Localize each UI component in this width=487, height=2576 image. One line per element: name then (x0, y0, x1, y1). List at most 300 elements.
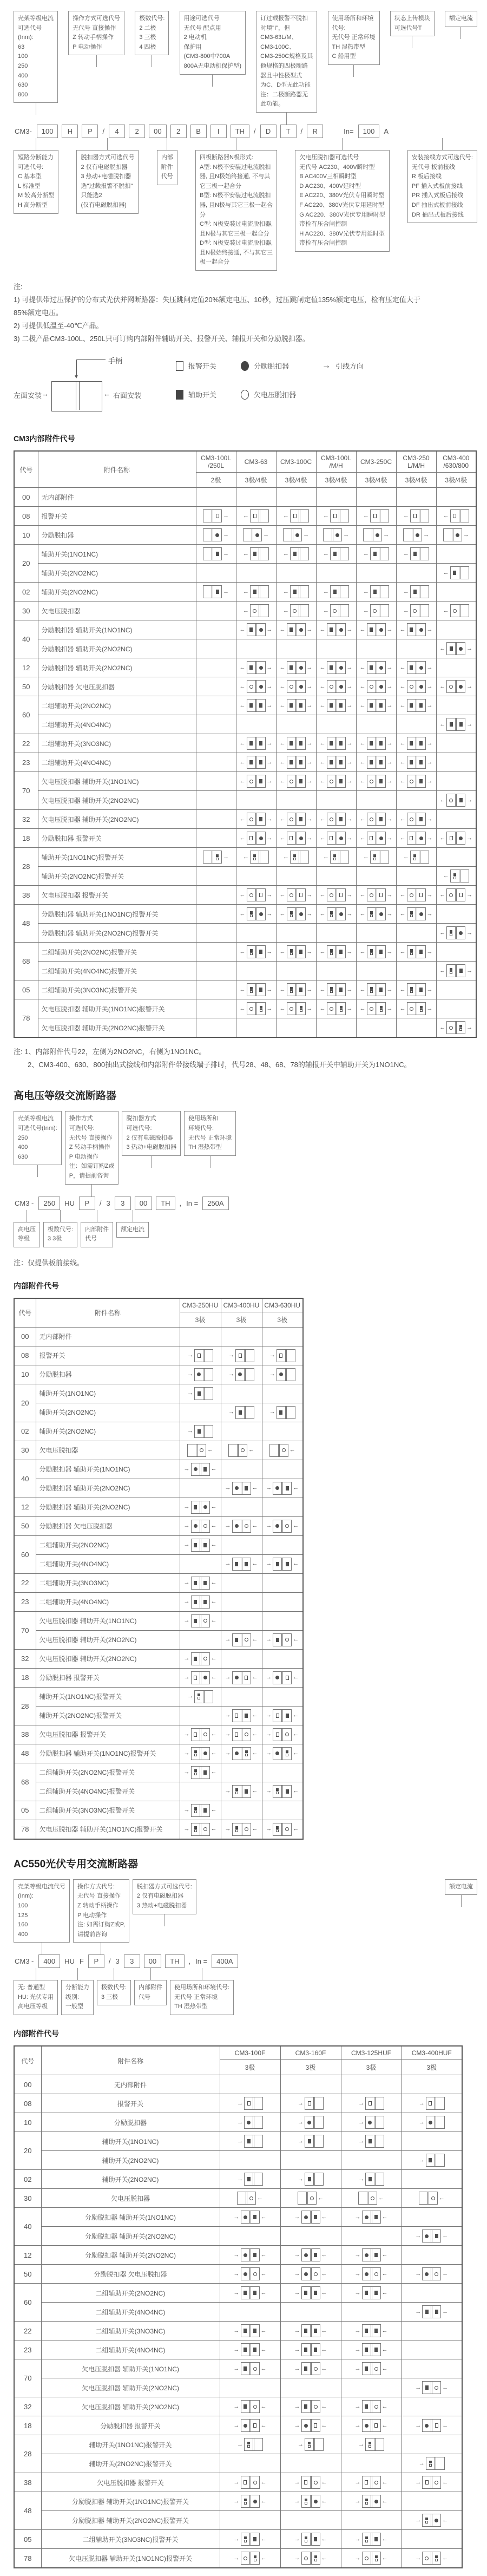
breaker-slot (285, 1350, 295, 1362)
breaker-slot (407, 681, 416, 692)
undervoltage-release-icon (285, 1524, 289, 1528)
breaker-slot (366, 2097, 374, 2109)
shunt-release-icon (419, 685, 423, 689)
accessory-diagram (360, 756, 393, 769)
lead-arrow-icon: ← (323, 512, 329, 519)
breaker-box (232, 1482, 251, 1495)
accessory-diagram-cell (180, 1649, 221, 1668)
accessory-diagram-cell (436, 658, 476, 677)
breaker-slot (302, 2552, 310, 2564)
aux-alarm-stack-icon (235, 1788, 238, 1794)
aux-switch-icon (308, 2442, 311, 2444)
lead-arrow-icon: → (233, 2535, 240, 2542)
accessory-diagram-cell (436, 962, 476, 980)
aux-switch-icon (194, 1543, 197, 1547)
accessory-name: 二组辅助开关(4NO4NC) (36, 1554, 180, 1573)
breaker-slot (339, 851, 348, 863)
breaker-slot (302, 2287, 310, 2299)
spec-box (68, 11, 124, 55)
accessory-diagram-cell (276, 753, 316, 772)
lead-arrow-icon: → (266, 910, 273, 917)
aux-switch-icon (410, 911, 413, 914)
undervoltage-release-icon (314, 2481, 318, 2485)
breaker-box (362, 2211, 381, 2224)
spec-column (135, 11, 169, 67)
accessory-code: 05 (14, 980, 38, 999)
lead-arrow-icon: ← (399, 1005, 406, 1012)
aux-alarm-stack-icon (380, 1006, 383, 1012)
accessory-name: 二组辅助开关(2NO2NC) (38, 696, 196, 715)
breaker-slot (407, 908, 416, 920)
accessory-diagram-cell (356, 526, 396, 545)
aux-alarm-stack-icon (410, 949, 413, 955)
breaker-slot (447, 889, 455, 901)
accessory-diagram (240, 888, 273, 901)
breaker-slot (435, 2116, 444, 2128)
accessory-diagram-cell (396, 715, 436, 734)
aux-switch-icon (249, 627, 253, 632)
lead-arrow-icon: ← (293, 1522, 299, 1529)
breaker-slot (411, 605, 419, 617)
shunt-release-icon (299, 628, 303, 632)
accessory-diagram-cell (276, 526, 316, 545)
shunt-release-icon (335, 533, 339, 537)
accessory-diagram (294, 2286, 327, 2299)
lead-arrow-icon: → (346, 759, 353, 766)
lead-arrow-icon: → (294, 2365, 300, 2372)
aux-switch-icon (339, 950, 343, 954)
breaker-slot (203, 548, 212, 560)
aux-alarm-stack-icon (253, 854, 256, 860)
accessory-diagram-cell (436, 488, 476, 507)
lead-arrow-icon: → (183, 1579, 190, 1586)
spec-box-line: 请提前咨询 (77, 1931, 107, 1938)
accessory-diagram (294, 2533, 327, 2546)
accessory-diagram (443, 869, 469, 882)
aux-switch-icon (365, 2348, 368, 2352)
breaker-slot (287, 889, 295, 901)
lead-arrow-icon: ← (381, 2251, 388, 2258)
accessory-code: 22 (14, 734, 38, 753)
breaker-box (446, 832, 465, 845)
breaker-slot (255, 946, 265, 958)
breaker-slot (212, 510, 221, 522)
lead-arrow-icon: ← (260, 2403, 267, 2410)
aux-switch-icon (194, 1807, 197, 1810)
breaker-box (330, 851, 349, 864)
breaker-box (446, 888, 465, 901)
lead-arrow-icon: ← (279, 948, 286, 955)
lead-arrow-icon: → (306, 759, 313, 766)
breaker-slot (416, 737, 425, 749)
spec-box-line: 操作方式可选代号 (73, 15, 121, 22)
spec-box-line: DF 抽出式板前接线 (411, 201, 463, 208)
breaker-slot (284, 529, 292, 541)
breaker-slot (367, 681, 376, 692)
accessory-diagram (323, 547, 349, 560)
shunt-release-icon (203, 1751, 207, 1755)
hv-section-title: 高电压等级交流断路器 (14, 1090, 117, 1102)
breaker-slot (310, 2325, 320, 2337)
shunt-release-icon (314, 2500, 318, 2503)
breaker-slot (313, 2097, 323, 2109)
spec-box (97, 1980, 131, 2005)
breaker-slot (335, 946, 345, 958)
undervoltage-release-icon (289, 780, 293, 783)
breaker-slot (327, 908, 335, 920)
breaker-slot (233, 1558, 241, 1570)
accessory-diagram-cell (196, 639, 236, 658)
breaker-slot (295, 832, 305, 844)
lead-arrow-icon: ← (442, 2479, 449, 2486)
lead-arrow-icon: ← (442, 2516, 449, 2523)
lead-arrow-icon: → (266, 815, 273, 822)
shunt-release-icon (244, 2215, 247, 2219)
lead-arrow-icon: → (269, 1409, 275, 1416)
accessory-diagram (280, 699, 313, 712)
aux-switch-icon (253, 854, 256, 857)
accessory-row (14, 999, 476, 1018)
model-prefix: CM3- (15, 127, 32, 135)
spec-box-line: 可选代号: (18, 164, 44, 171)
breaker-slot (419, 586, 429, 598)
accessory-row (14, 2473, 462, 2492)
lead-arrow-icon: ← (293, 1712, 299, 1719)
spec-box (76, 150, 139, 214)
aux-switch-icon (314, 2537, 317, 2541)
aux-switch-icon (203, 1467, 207, 1472)
lead-arrow-icon: ← (279, 834, 286, 841)
lead-arrow-icon: ← (260, 2289, 267, 2296)
breaker-slot (253, 2135, 262, 2147)
breaker-slot (241, 1748, 251, 1760)
spec-column (157, 138, 177, 185)
undervoltage-release-icon (410, 1007, 413, 1011)
accessory-diagram-cell (316, 715, 356, 734)
breaker-slot (192, 1672, 200, 1684)
lead-arrow-icon: ← (319, 702, 326, 709)
accessory-diagram-cell (341, 2549, 402, 2568)
accessory-diagram-cell (396, 867, 436, 886)
breaker-slot (367, 946, 376, 958)
accessory-diagram-cell (356, 867, 396, 886)
lead-arrow-icon: ← (252, 1750, 258, 1757)
accessory-name: 欠电压脱扣器 报警开关 (36, 1725, 180, 1744)
breaker-slot (407, 889, 416, 901)
cm3-model-designation-diagram (14, 11, 477, 271)
breaker-slot (447, 1022, 455, 1034)
accessory-diagram-cell (402, 2492, 462, 2511)
breaker-slot (431, 2382, 440, 2394)
lead-arrow-icon: ← (260, 2479, 267, 2486)
breaker-slot (241, 2211, 249, 2223)
breaker-box (362, 2362, 381, 2375)
breaker-slot (435, 2457, 444, 2469)
accessory-diagram (298, 2116, 324, 2129)
spec-box (180, 11, 246, 75)
undervoltage-release-icon (253, 2367, 257, 2371)
accessory-diagram (225, 1747, 258, 1760)
accessory-row (14, 980, 476, 999)
legend-label: 分励脱扣器 (254, 362, 289, 371)
spec-box-line: 630 (18, 1153, 28, 1160)
spec-box-line: C 船用型 (332, 53, 356, 60)
aux-switch-icon (333, 552, 337, 556)
aux-switch-icon (429, 2461, 432, 2463)
lead-arrow-icon: → (266, 1826, 272, 1833)
spec-box (43, 1222, 77, 1247)
accessory-diagram-cell (436, 848, 476, 867)
breaker-slot (371, 2363, 380, 2375)
aux-switch-icon (276, 1638, 279, 1642)
accessory-diagram-cell (280, 2170, 341, 2189)
breaker-slot (249, 2211, 259, 2223)
lead-arrow-icon: ← (239, 986, 246, 993)
breaker-slot (363, 2268, 371, 2280)
accessory-diagram-cell (396, 943, 436, 962)
note-line: 3) 二极产品CM3-100L、250L只可订购内部附件辅助开关、报警开关、辅报开关和分励脱扣器。 (14, 335, 310, 343)
lead-arrow-icon: ← (239, 891, 246, 898)
accessory-diagram-cell (236, 829, 276, 848)
breaker-slot (363, 2363, 371, 2375)
lead-arrow-icon: ← (378, 2194, 384, 2201)
alarm-switch-icon (244, 2540, 247, 2542)
aux-switch-icon (235, 1638, 238, 1642)
accessory-diagram-cell (341, 2435, 402, 2454)
breaker-slot (285, 1407, 295, 1418)
accessory-diagram (294, 2211, 327, 2224)
accessory-code: 02 (14, 583, 38, 601)
breaker-slot (331, 605, 339, 617)
breaker-box (426, 2097, 445, 2110)
lead-arrow-icon: ← (443, 569, 449, 576)
accessory-diagram (240, 623, 273, 636)
lead-arrow-icon: → (418, 2156, 425, 2163)
model-code-segment: 100 (358, 125, 380, 138)
undervoltage-release-icon (314, 2367, 318, 2371)
spec-column (328, 11, 380, 77)
accessory-diagram-cell (262, 1403, 303, 1422)
lead-arrow-icon: → (386, 986, 393, 993)
breaker-box (327, 888, 346, 901)
accessory-row (14, 810, 476, 829)
breaker-box (367, 699, 386, 712)
breaker-box (327, 813, 346, 826)
breaker-box (367, 832, 386, 845)
lead-arrow-icon: → (183, 1466, 190, 1473)
accessory-name: 辅助开关(2NO2NC) (36, 1422, 180, 1441)
aux-switch-icon (435, 2310, 438, 2314)
aux-switch-icon (373, 552, 377, 556)
accessory-diagram (266, 1671, 299, 1684)
shunt-release-icon (299, 912, 303, 916)
breaker-slot (335, 832, 345, 844)
accessory-diagram-cell (236, 545, 276, 564)
accessory-name: 分励脱扣器 辅助开关(1NO1NC) (38, 620, 196, 639)
alarm-switch-icon (235, 1714, 238, 1718)
accessory-code: 22 (14, 2322, 41, 2340)
lead-arrow-icon: → (233, 2365, 240, 2372)
shunt-release-icon (459, 931, 463, 935)
accessory-diagram-cell (341, 2397, 402, 2416)
aux-switch-icon (203, 1770, 207, 1775)
lead-arrow-icon: → (306, 683, 313, 690)
aux-switch-icon (435, 2234, 438, 2238)
breaker-slot (245, 2438, 253, 2450)
spec-box (407, 150, 477, 223)
breaker-slot (302, 2533, 310, 2545)
accessory-diagram (240, 813, 273, 826)
poles-header: 3极 (221, 1312, 262, 1327)
accessory-diagram-cell (341, 2340, 402, 2359)
aux-switch-icon (314, 2348, 317, 2352)
breaker-box (446, 964, 465, 977)
accessory-diagram-cell (280, 2303, 341, 2322)
lead-arrow-icon: ← (252, 1826, 258, 1833)
breaker-slot (241, 1823, 251, 1835)
breaker-slot (359, 2192, 367, 2204)
spec-box-line: Z 转动手柄操作 (77, 1902, 119, 1909)
accessory-diagram-cell (276, 488, 316, 507)
note-line: 注: (14, 283, 23, 291)
breaker-slot (335, 624, 345, 636)
breaker-box (247, 756, 266, 769)
breaker-slot (255, 681, 265, 692)
accessory-code: 50 (14, 1516, 36, 1535)
accessory-row (14, 772, 476, 791)
breaker-box (407, 813, 426, 826)
alarm-switch-icon (249, 836, 253, 840)
breaker-box (187, 1444, 206, 1457)
spec-box-line: 用途可选代号 (183, 15, 220, 22)
breaker-slot (431, 2552, 440, 2564)
accessory-diagram (439, 888, 472, 901)
breaker-slot (376, 662, 385, 674)
handle-arrow-icon: ▼ (74, 374, 79, 381)
lead-arrow-icon: ← (442, 2232, 449, 2239)
accessory-diagram-cell (341, 2322, 402, 2340)
accessory-diagram-cell (236, 601, 276, 620)
accessory-diagram (269, 1349, 295, 1362)
accessory-diagram-cell (236, 696, 276, 715)
accessory-code: 60 (14, 2284, 41, 2322)
breaker-slot (371, 2287, 380, 2299)
undervoltage-release-icon (253, 609, 256, 613)
lead-arrow-icon: → (306, 626, 313, 633)
spec-box-line: 代号 (139, 1993, 151, 2000)
alarm-switch-icon (250, 990, 253, 993)
lead-arrow-icon: → (183, 1541, 190, 1548)
accessory-diagram-cell (180, 1479, 221, 1498)
accessory-diagram-cell (341, 2208, 402, 2227)
spec-box-line: 为C、D型无此功能 (260, 82, 311, 89)
breaker-box (250, 547, 269, 560)
accessory-diagram-cell (341, 2094, 402, 2113)
breaker-slot (310, 2476, 320, 2488)
lead-arrow-icon: ← (319, 910, 326, 917)
shunt-release-icon (425, 2272, 429, 2276)
lead-arrow-icon: ← (381, 2535, 388, 2542)
accessory-diagram (400, 737, 433, 750)
aux-switch-icon (420, 1006, 423, 1009)
accessory-code: 78 (14, 1820, 36, 1839)
accessory-diagram (240, 737, 273, 750)
accessory-diagram (403, 585, 429, 598)
spec-column (97, 1968, 131, 2005)
breaker-box (273, 1747, 292, 1760)
breaker-slot (287, 681, 295, 692)
aux-switch-icon (290, 987, 293, 990)
breaker-slot (273, 1672, 281, 1684)
aux-switch-icon (260, 1006, 262, 1009)
accessory-diagram-cell (276, 829, 316, 848)
lead-arrow-icon: → (306, 702, 313, 709)
accessory-diagram (323, 585, 349, 598)
breaker-box (330, 604, 349, 617)
accessory-diagram-cell (356, 810, 396, 829)
spec-box (14, 1111, 62, 1165)
aux-switch-icon (245, 1562, 248, 1566)
alarm-switch-icon (453, 514, 456, 518)
breaker-slot (302, 2268, 310, 2280)
alarm-switch-icon (370, 952, 373, 955)
hv-section-note: 注：仅提供板前接线。 (14, 1258, 84, 1267)
lead-arrow-icon: → (415, 2554, 422, 2561)
spec-box (14, 1980, 58, 2015)
accessory-diagram-cell (180, 1725, 221, 1744)
undervoltage-release-icon (244, 2557, 247, 2560)
lead-arrow-icon: ← (381, 2422, 388, 2429)
spec-box (256, 11, 317, 113)
breaker-slot (233, 1634, 241, 1646)
breaker-box (367, 623, 386, 636)
breaker-slot (241, 2533, 249, 2545)
spec-box-line: HU: 光伏专用 (18, 1993, 54, 2000)
lead-arrow-icon: → (298, 2175, 304, 2182)
shunt-release-icon (365, 2253, 368, 2257)
accessory-diagram (400, 623, 433, 636)
undervoltage-release-icon (285, 1732, 289, 1736)
accessory-diagram-cell (396, 924, 436, 943)
breaker-slot (426, 2116, 435, 2128)
shunt-release-icon (194, 1467, 198, 1471)
breaker-box (203, 528, 222, 541)
spec-box-line: 内部附件 (85, 1226, 109, 1233)
accessory-name: 分励脱扣器 欠电压脱扣器 (36, 1516, 180, 1535)
accessory-diagram (360, 813, 393, 826)
undervoltage-release-icon (249, 780, 253, 783)
accessory-diagram-cell (396, 526, 436, 545)
accessory-diagram-cell (236, 677, 276, 696)
accessory-diagram (400, 1002, 433, 1015)
undervoltage-release-icon (330, 893, 333, 897)
breaker-box (241, 2533, 260, 2546)
lead-arrow-icon: ← (439, 967, 446, 974)
aux-switch-icon (410, 760, 413, 764)
table3-title: 内部附件代号 (14, 2029, 59, 2038)
spec-box-line: 2 仅有电磁脱扣器 (126, 1134, 173, 1141)
aux-switch-icon (293, 854, 296, 857)
breaker-slot (241, 1710, 251, 1722)
breaker-box (241, 2324, 260, 2337)
spec-box-line: 2 电动机 (183, 34, 207, 41)
spec-box-line: 代号: (332, 24, 346, 31)
breaker-box (305, 2438, 324, 2451)
spec-box (295, 150, 389, 252)
lead-arrow-icon: ← (279, 740, 286, 747)
accessory-code: 12 (14, 658, 38, 677)
lead-arrow-icon: → (183, 1503, 190, 1511)
